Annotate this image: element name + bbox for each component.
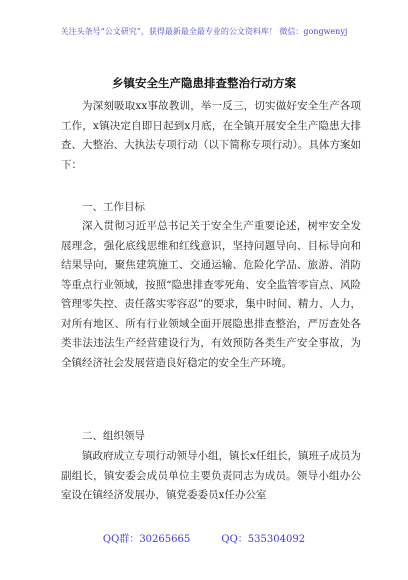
org-paragraph: 镇政府成立专项行动领导小组，镇长x任组长，镇班子成员为副组长，镇安委会成员单位主要负责同志为成员。领导小组办公室设在镇经济发展办，镇党委委员x任办公室	[61, 450, 361, 501]
footer-contacts	[0, 533, 408, 546]
goal-paragraph: 深入贯彻习近平总书记关于安全生产重要论述，树牢安全发展理念，强化底线思维和红线意识，坚持问题导向、目标导向和结果导向，聚焦建筑施工、交通运输、危险化学品、旅游、消防等重点行业领域，按照“隐患排查零死角、安全监管零盲点、风险管理零失控、责任落实零容忍”的要求，集中时间、精力、人力，对所有地区、所有行业领域全面开展隐患排查整治，严厉查处各类非法违法生产经营建设行为，有效预防各类生产安全事故，为全镇经济社会发展营造良好稳定的安全生产环境。	[61, 220, 361, 369]
section-heading-org: 二、组织领导	[82, 430, 145, 442]
footer-qq-group: QQ群：30265665	[102, 534, 191, 545]
section-heading-goal: 一、工作目标	[82, 201, 145, 213]
document-title: 乡镇安全生产隐患排查整治行动方案	[112, 76, 296, 90]
intro-paragraph: 为深刻吸取xx事故教训，举一反三，切实做好安全生产各项工作，x镇决定自即日起到x月底，在全镇开展安全生产隐患大排查、大整治、大执法专项行动（以下简称专项行动）。具体方案如下：	[61, 100, 361, 171]
footer-qq-number: QQ：535304092	[221, 534, 306, 545]
header-promo-note: 关注头条号“公文研究”，获得最新最全最专业的公文资料库！ 微信：gongwenyj	[60, 27, 348, 36]
